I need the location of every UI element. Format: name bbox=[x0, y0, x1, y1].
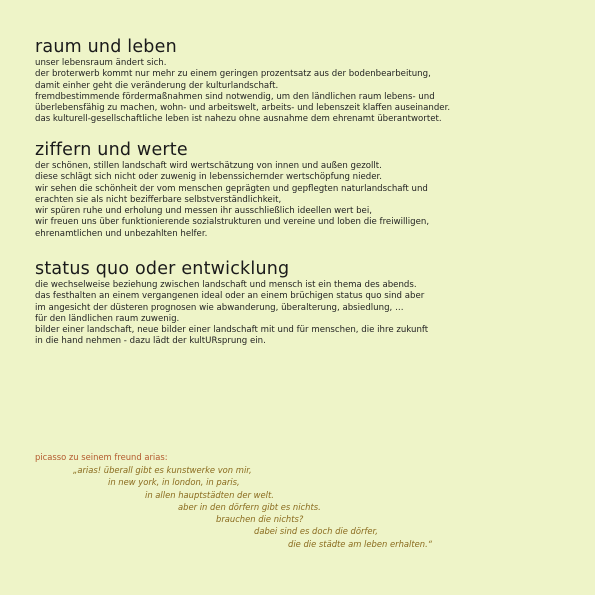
quote-line: aber in den dörfern gibt es nichts. bbox=[178, 501, 321, 512]
body-line: wir sehen die schönheit der vom menschen geprägten und gepflegten naturlandschaft und bbox=[35, 183, 428, 194]
body-line: der broterwerb kommt nur mehr zu einem geringen prozentsatz aus der bodenbearbeitung, bbox=[35, 69, 431, 80]
body-line: das festhalten an einem vergangenen ideal oder an einem brüchigen status quo sind aber bbox=[35, 291, 425, 302]
body-line: damit einher geht die veränderung der kulturlandschaft. bbox=[35, 80, 279, 91]
body-line: ehrenamtlichen und unbezahlten helfer. bbox=[35, 228, 208, 239]
body-line: die wechselweise beziehung zwischen landschaft und mensch ist ein thema des abends. bbox=[35, 280, 417, 290]
quote-line: die die städte am leben erhalten.“ bbox=[288, 538, 433, 549]
section-ziffern-und-werte bbox=[35, 140, 565, 240]
body-line: unser lebensraum ändert sich. bbox=[35, 58, 167, 68]
picasso-quote bbox=[35, 452, 565, 550]
body-line: wir freuen uns über funktionierende sozialstrukturen und vereine und loben die freiwilligen, bbox=[35, 217, 430, 228]
quote-intro: picasso zu seinem freund arias: bbox=[35, 452, 168, 462]
section-heading: ziffern und werte bbox=[35, 140, 188, 160]
body-line: überlebensfähig zu machen, wohn- und arbeitswelt, arbeits- und lebenszeit klaffen auseinander. bbox=[35, 103, 451, 114]
section-status-quo bbox=[35, 259, 565, 348]
quote-line: „arias! überall gibt es kunstwerke von mir, bbox=[73, 465, 252, 475]
body-line: der schönen, stillen landschaft wird wertschätzung von innen und außen gezollt. bbox=[35, 161, 382, 171]
body-line: das kulturell-gesellschaftliche leben ist nahezu ohne ausnahme dem ehrenamt überantwortet. bbox=[35, 114, 442, 125]
quote-line: in new york, in london, in paris, bbox=[108, 477, 240, 488]
body-line: im angesicht der düsteren prognosen wie abwanderung, überalterung, absiedlung, … bbox=[35, 302, 404, 313]
quote-line: in allen hauptstädten der welt. bbox=[145, 489, 274, 500]
body-line: bilder einer landschaft, neue bilder einer landschaft mit und für menschen, die ihre zukunft bbox=[35, 325, 429, 336]
body-line: erachten sie als nicht bezifferbare selbstverständlichkeit, bbox=[35, 194, 282, 205]
body-line: für den ländlichen raum zuwenig. bbox=[35, 313, 180, 324]
body-line: in die hand nehmen - dazu lädt der kultURsprung ein. bbox=[35, 336, 266, 347]
quote-line: dabei sind es doch die dörfer, bbox=[254, 526, 378, 537]
section-heading: status quo oder entwicklung bbox=[35, 259, 290, 279]
quote-line: brauchen die nichts? bbox=[216, 514, 304, 525]
body-line: wir spüren ruhe und erholung und messen ihr ausschließlich ideellen wert bei, bbox=[35, 206, 372, 217]
body-line: fremdbestimmende fördermaßnahmen sind notwendig, um den ländlichen raum lebens- und bbox=[35, 91, 435, 102]
section-raum-und-leben bbox=[35, 37, 565, 126]
body-line: diese schlägt sich nicht oder zuwenig in lebenssichernder wertschöpfung nieder. bbox=[35, 172, 383, 183]
section-heading: raum und leben bbox=[35, 37, 177, 57]
